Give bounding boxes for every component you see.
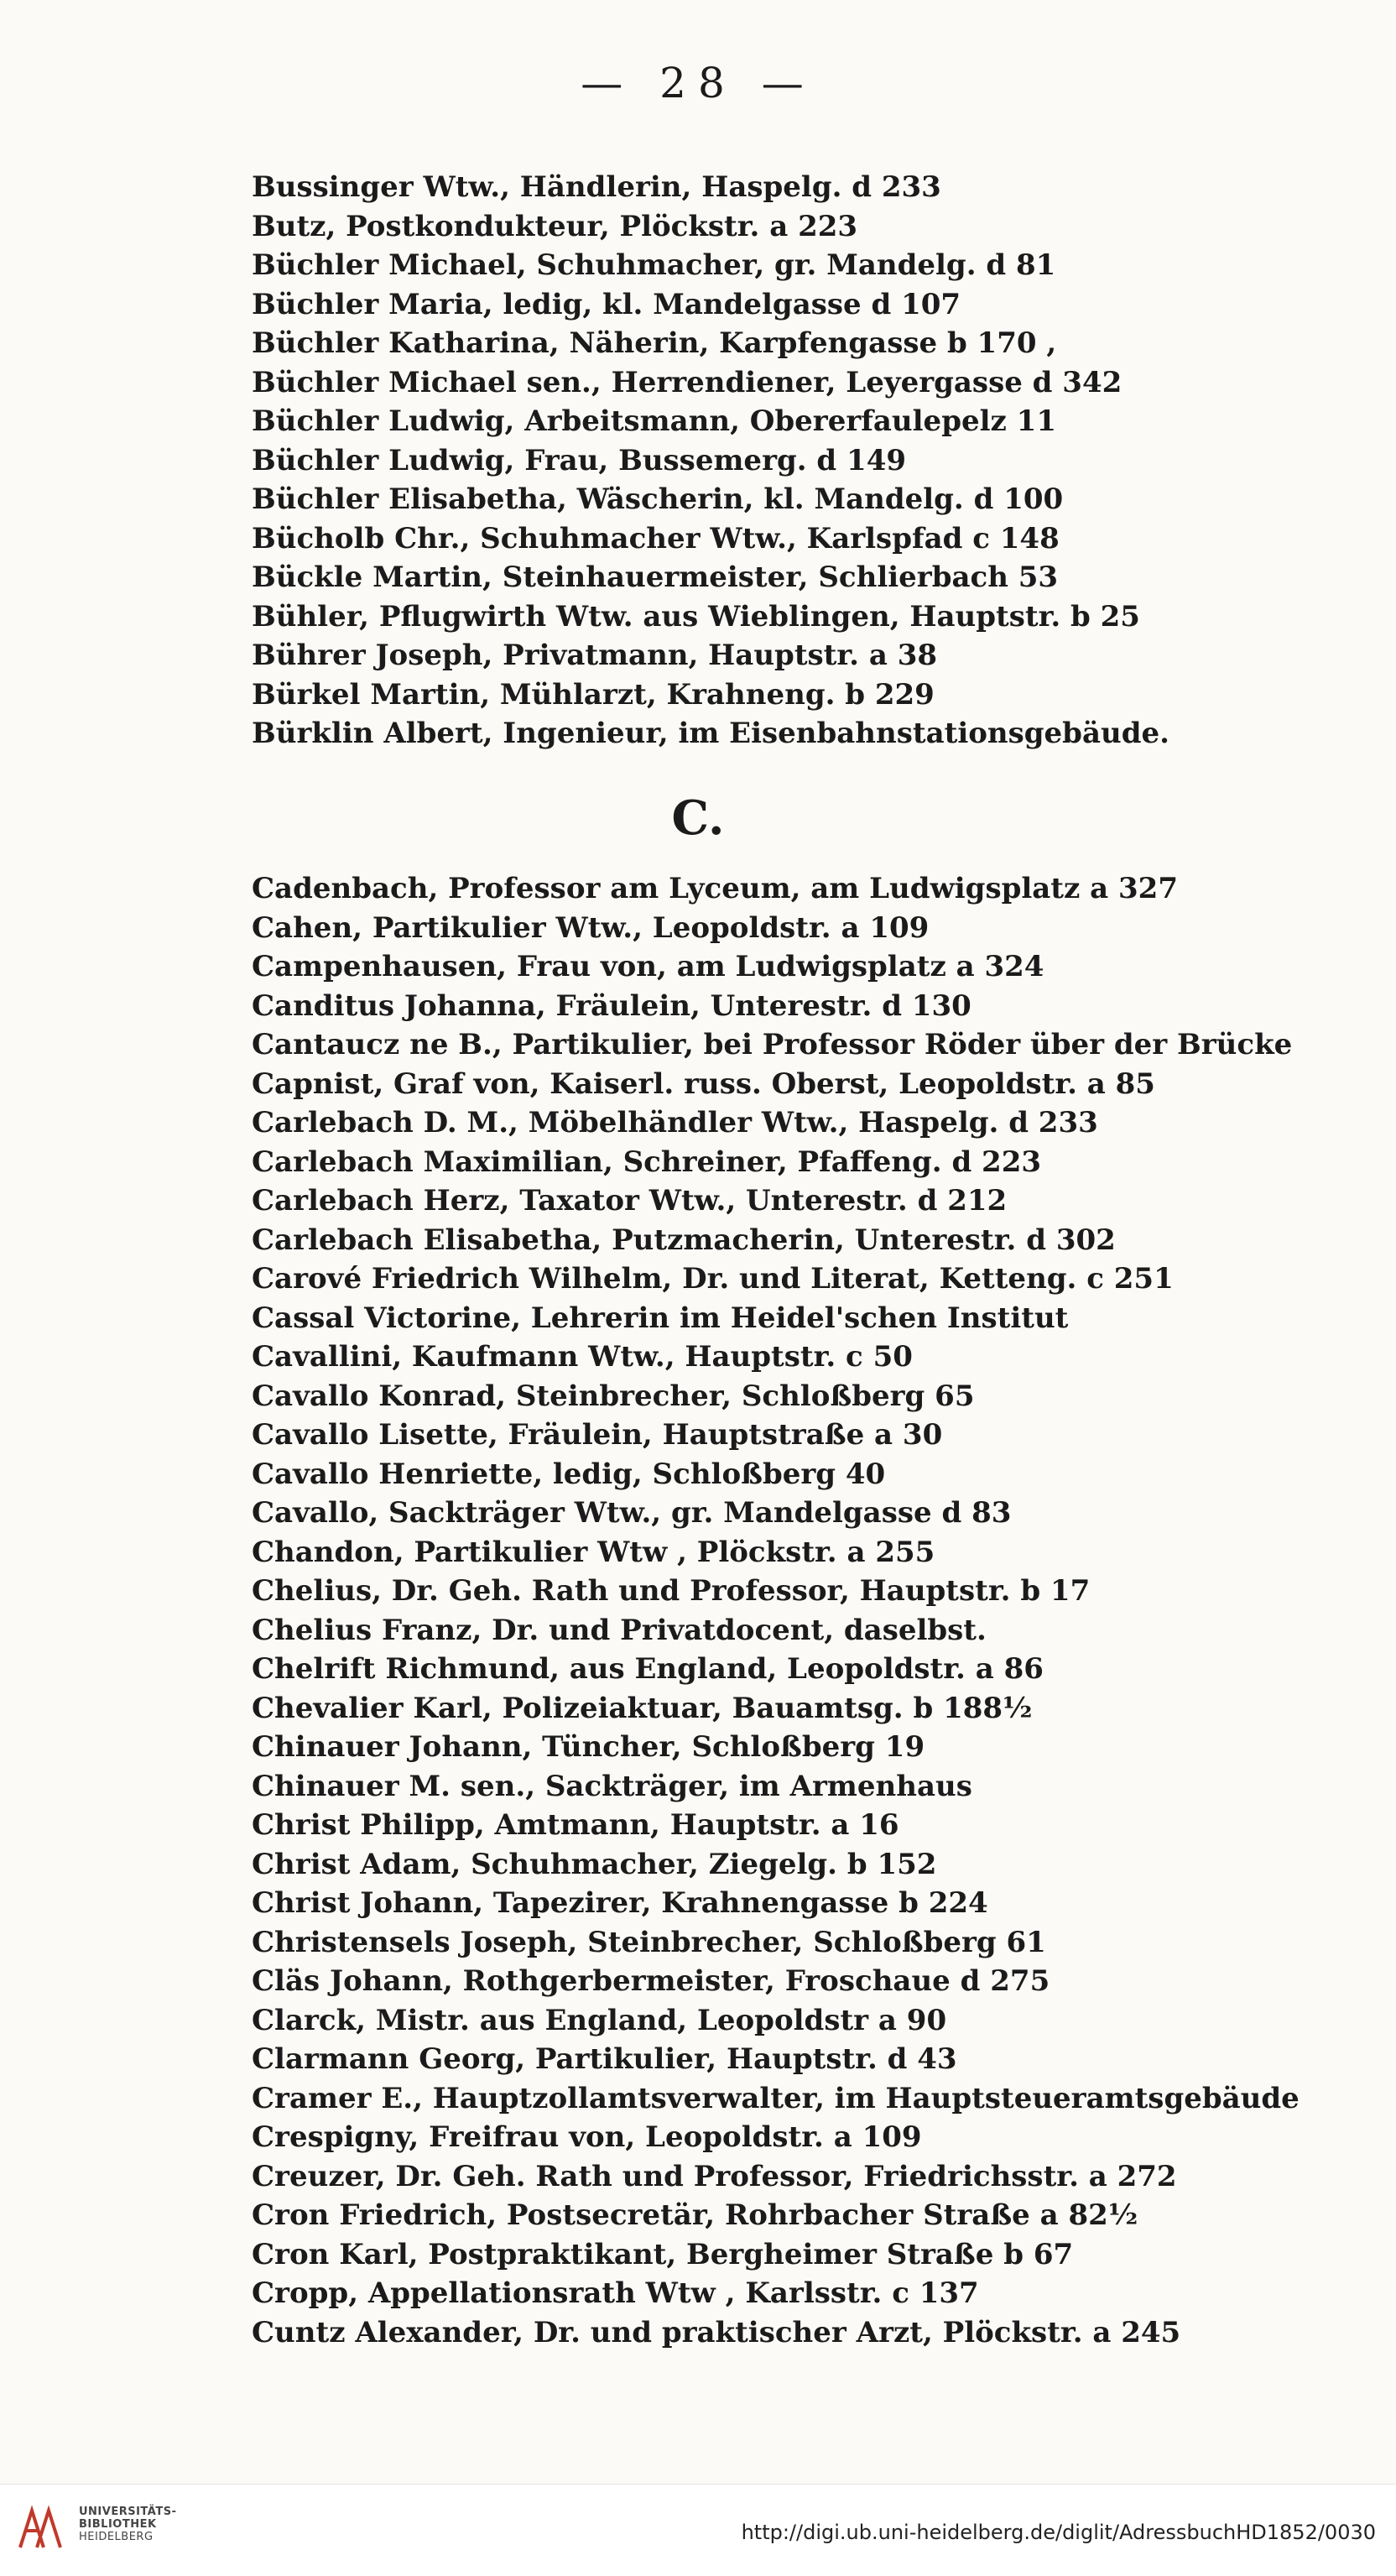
directory-entry: Cron Karl, Postpraktikant, Bergheimer Straße b 67 bbox=[252, 2237, 1074, 2271]
directory-entry: Christ Philipp, Amtmann, Hauptstr. a 16 bbox=[252, 1808, 899, 1842]
directory-entry: Bürklin Albert, Ingenieur, im Eisenbahnstationsgebäude. bbox=[252, 717, 1169, 750]
directory-entry: Büchler Michael, Schuhmacher, gr. Mandelg. d 81 bbox=[252, 248, 1056, 282]
directory-entry: Büchler Maria, ledig, kl. Mandelgasse d 107 bbox=[252, 287, 961, 321]
directory-entry: Cavallo Konrad, Steinbrecher, Schloßberg 65 bbox=[252, 1379, 975, 1413]
library-name-line: BIBLIOTHEK bbox=[79, 2518, 157, 2531]
directory-entry: Bussinger Wtw., Händlerin, Haspelg. d 233 bbox=[252, 170, 941, 204]
directory-entry: Cassal Victorine, Lehrerin im Heidel'schen Institut bbox=[252, 1301, 1069, 1335]
directory-entry: Cläs Johann, Rothgerbermeister, Froschaue d 275 bbox=[252, 1964, 1050, 1998]
directory-entry: Carlebach Maximilian, Schreiner, Pfaffeng. d 223 bbox=[252, 1145, 1042, 1179]
directory-entry: Clarck, Mistr. aus England, Leopoldstr a 90 bbox=[252, 2003, 947, 2037]
directory-entry: Cavallo Lisette, Fräulein, Hauptstraße a 30 bbox=[252, 1418, 943, 1452]
directory-entry: Chelrift Richmund, aus England, Leopoldstr. a 86 bbox=[252, 1652, 1044, 1686]
directory-entry: Christensels Joseph, Steinbrecher, Schloßberg 61 bbox=[252, 1925, 1046, 1959]
directory-entry: Cropp, Appellationsrath Wtw , Karlsstr. c 137 bbox=[252, 2276, 979, 2310]
library-name-line: HEIDELBERG bbox=[79, 2531, 154, 2543]
directory-entry: Campenhausen, Frau von, am Ludwigsplatz a 324 bbox=[252, 950, 1044, 983]
directory-entry: Büchler Elisabetha, Wäscherin, kl. Mandelg. d 100 bbox=[252, 482, 1064, 516]
directory-entry: Chevalier Karl, Polizeiaktuar, Bauamtsg. b 188½ bbox=[252, 1691, 1033, 1725]
entries-c-list bbox=[252, 869, 1376, 2352]
directory-entry: Carlebach Herz, Taxator Wtw., Unterestr. d 212 bbox=[252, 1184, 1008, 1218]
directory-entry: Chinauer M. sen., Sackträger, im Armenhaus bbox=[252, 1769, 972, 1803]
directory-entry: Creuzer, Dr. Geh. Rath und Professor, Friedrichsstr. a 272 bbox=[252, 2159, 1177, 2193]
directory-entry: Canditus Johanna, Fräulein, Unterestr. d 130 bbox=[252, 988, 971, 1023]
directory-entry: Bückle Martin, Steinhauermeister, Schlierbach 53 bbox=[252, 561, 1059, 594]
directory-entry: Carlebach Elisabetha, Putzmacherin, Unterestr. d 302 bbox=[252, 1223, 1116, 1257]
directory-entry: Bücholb Chr., Schuhmacher Wtw., Karlspfad c 148 bbox=[252, 521, 1060, 555]
directory-entry: Butz, Postkondukteur, Plöckstr. a 223 bbox=[252, 209, 858, 243]
library-name-line: UNIVERSITÄTS- bbox=[79, 2506, 177, 2518]
directory-entry: Cramer E., Hauptzollamtsverwalter, im Hauptsteueramtsgebäude bbox=[252, 2081, 1300, 2115]
directory-entry: Cuntz Alexander, Dr. und praktischer Arzt, Plöckstr. a 245 bbox=[252, 2315, 1181, 2349]
directory-entry: Cadenbach, Professor am Lyceum, am Ludwigsplatz a 327 bbox=[252, 872, 1178, 905]
section-heading: C. bbox=[671, 790, 725, 846]
directory-entry: Bühler, Pflugwirth Wtw. aus Wieblingen, Hauptstr. b 25 bbox=[252, 599, 1140, 634]
ub-heidelberg-logo-icon bbox=[13, 2502, 67, 2556]
directory-entry: Cahen, Partikulier Wtw., Leopoldstr. a 109 bbox=[252, 910, 930, 945]
directory-entry: Chelius Franz, Dr. und Privatdocent, daselbst. bbox=[252, 1613, 987, 1647]
directory-entry: Chandon, Partikulier Wtw , Plöckstr. a 255 bbox=[252, 1535, 935, 1569]
directory-entry: Carlebach D. M., Möbelhändler Wtw., Haspelg. d 233 bbox=[252, 1106, 1098, 1139]
directory-entry: Büchler Katharina, Näherin, Karpfengasse b 170 , bbox=[252, 326, 1057, 360]
directory-entry: Chelius, Dr. Geh. Rath und Professor, Hauptstr. b 17 bbox=[252, 1574, 1091, 1608]
directory-entry: Cavallo Henriette, ledig, Schloßberg 40 bbox=[252, 1457, 886, 1491]
directory-entry: Capnist, Graf von, Kaiserl. russ. Oberst, Leopoldstr. a 85 bbox=[252, 1066, 1155, 1101]
directory-entry: Büchler Ludwig, Frau, Bussemerg. d 149 bbox=[252, 443, 907, 477]
directory-entry: Cavallini, Kaufmann Wtw., Hauptstr. c 50 bbox=[252, 1340, 913, 1374]
directory-entry: Christ Adam, Schuhmacher, Ziegelg. b 152 bbox=[252, 1847, 937, 1881]
directory-entry: Bürkel Martin, Mühlarzt, Krahneng. b 229 bbox=[252, 677, 935, 712]
entries-b-list bbox=[252, 168, 1376, 754]
directory-entry: Bührer Joseph, Privatmann, Hauptstr. a 38 bbox=[252, 639, 938, 672]
directory-entry: Büchler Michael sen., Herrendiener, Leyergasse d 342 bbox=[252, 365, 1123, 399]
directory-entry: Cron Friedrich, Postsecretär, Rohrbacher Straße a 82½ bbox=[252, 2198, 1138, 2232]
directory-entry: Christ Johann, Tapezirer, Krahnengasse b 224 bbox=[252, 1886, 988, 1920]
library-name bbox=[79, 2506, 176, 2543]
directory-entry: Cantaucz ne B., Partikulier, bei Professor Röder über der Brücke bbox=[252, 1028, 1293, 1061]
directory-entry: Cavallo, Sackträger Wtw., gr. Mandelgasse d 83 bbox=[252, 1496, 1012, 1530]
directory-entry: Büchler Ludwig, Arbeitsmann, Obererfaulepelz 11 bbox=[252, 404, 1056, 438]
directory-entry: Carové Friedrich Wilhelm, Dr. und Literat, Ketteng. c 251 bbox=[252, 1262, 1174, 1296]
source-url-link[interactable]: http://digi.ub.uni-heidelberg.de/diglit/AdressbuchHD1852/0030 bbox=[741, 2521, 1376, 2544]
directory-entry: Crespigny, Freifrau von, Leopoldstr. a 109 bbox=[252, 2120, 922, 2154]
page-number: — 28 — bbox=[581, 59, 815, 107]
directory-entry: Chinauer Johann, Tüncher, Schloßberg 19 bbox=[252, 1730, 925, 1764]
directory-entry: Clarmann Georg, Partikulier, Hauptstr. d 43 bbox=[252, 2042, 957, 2076]
